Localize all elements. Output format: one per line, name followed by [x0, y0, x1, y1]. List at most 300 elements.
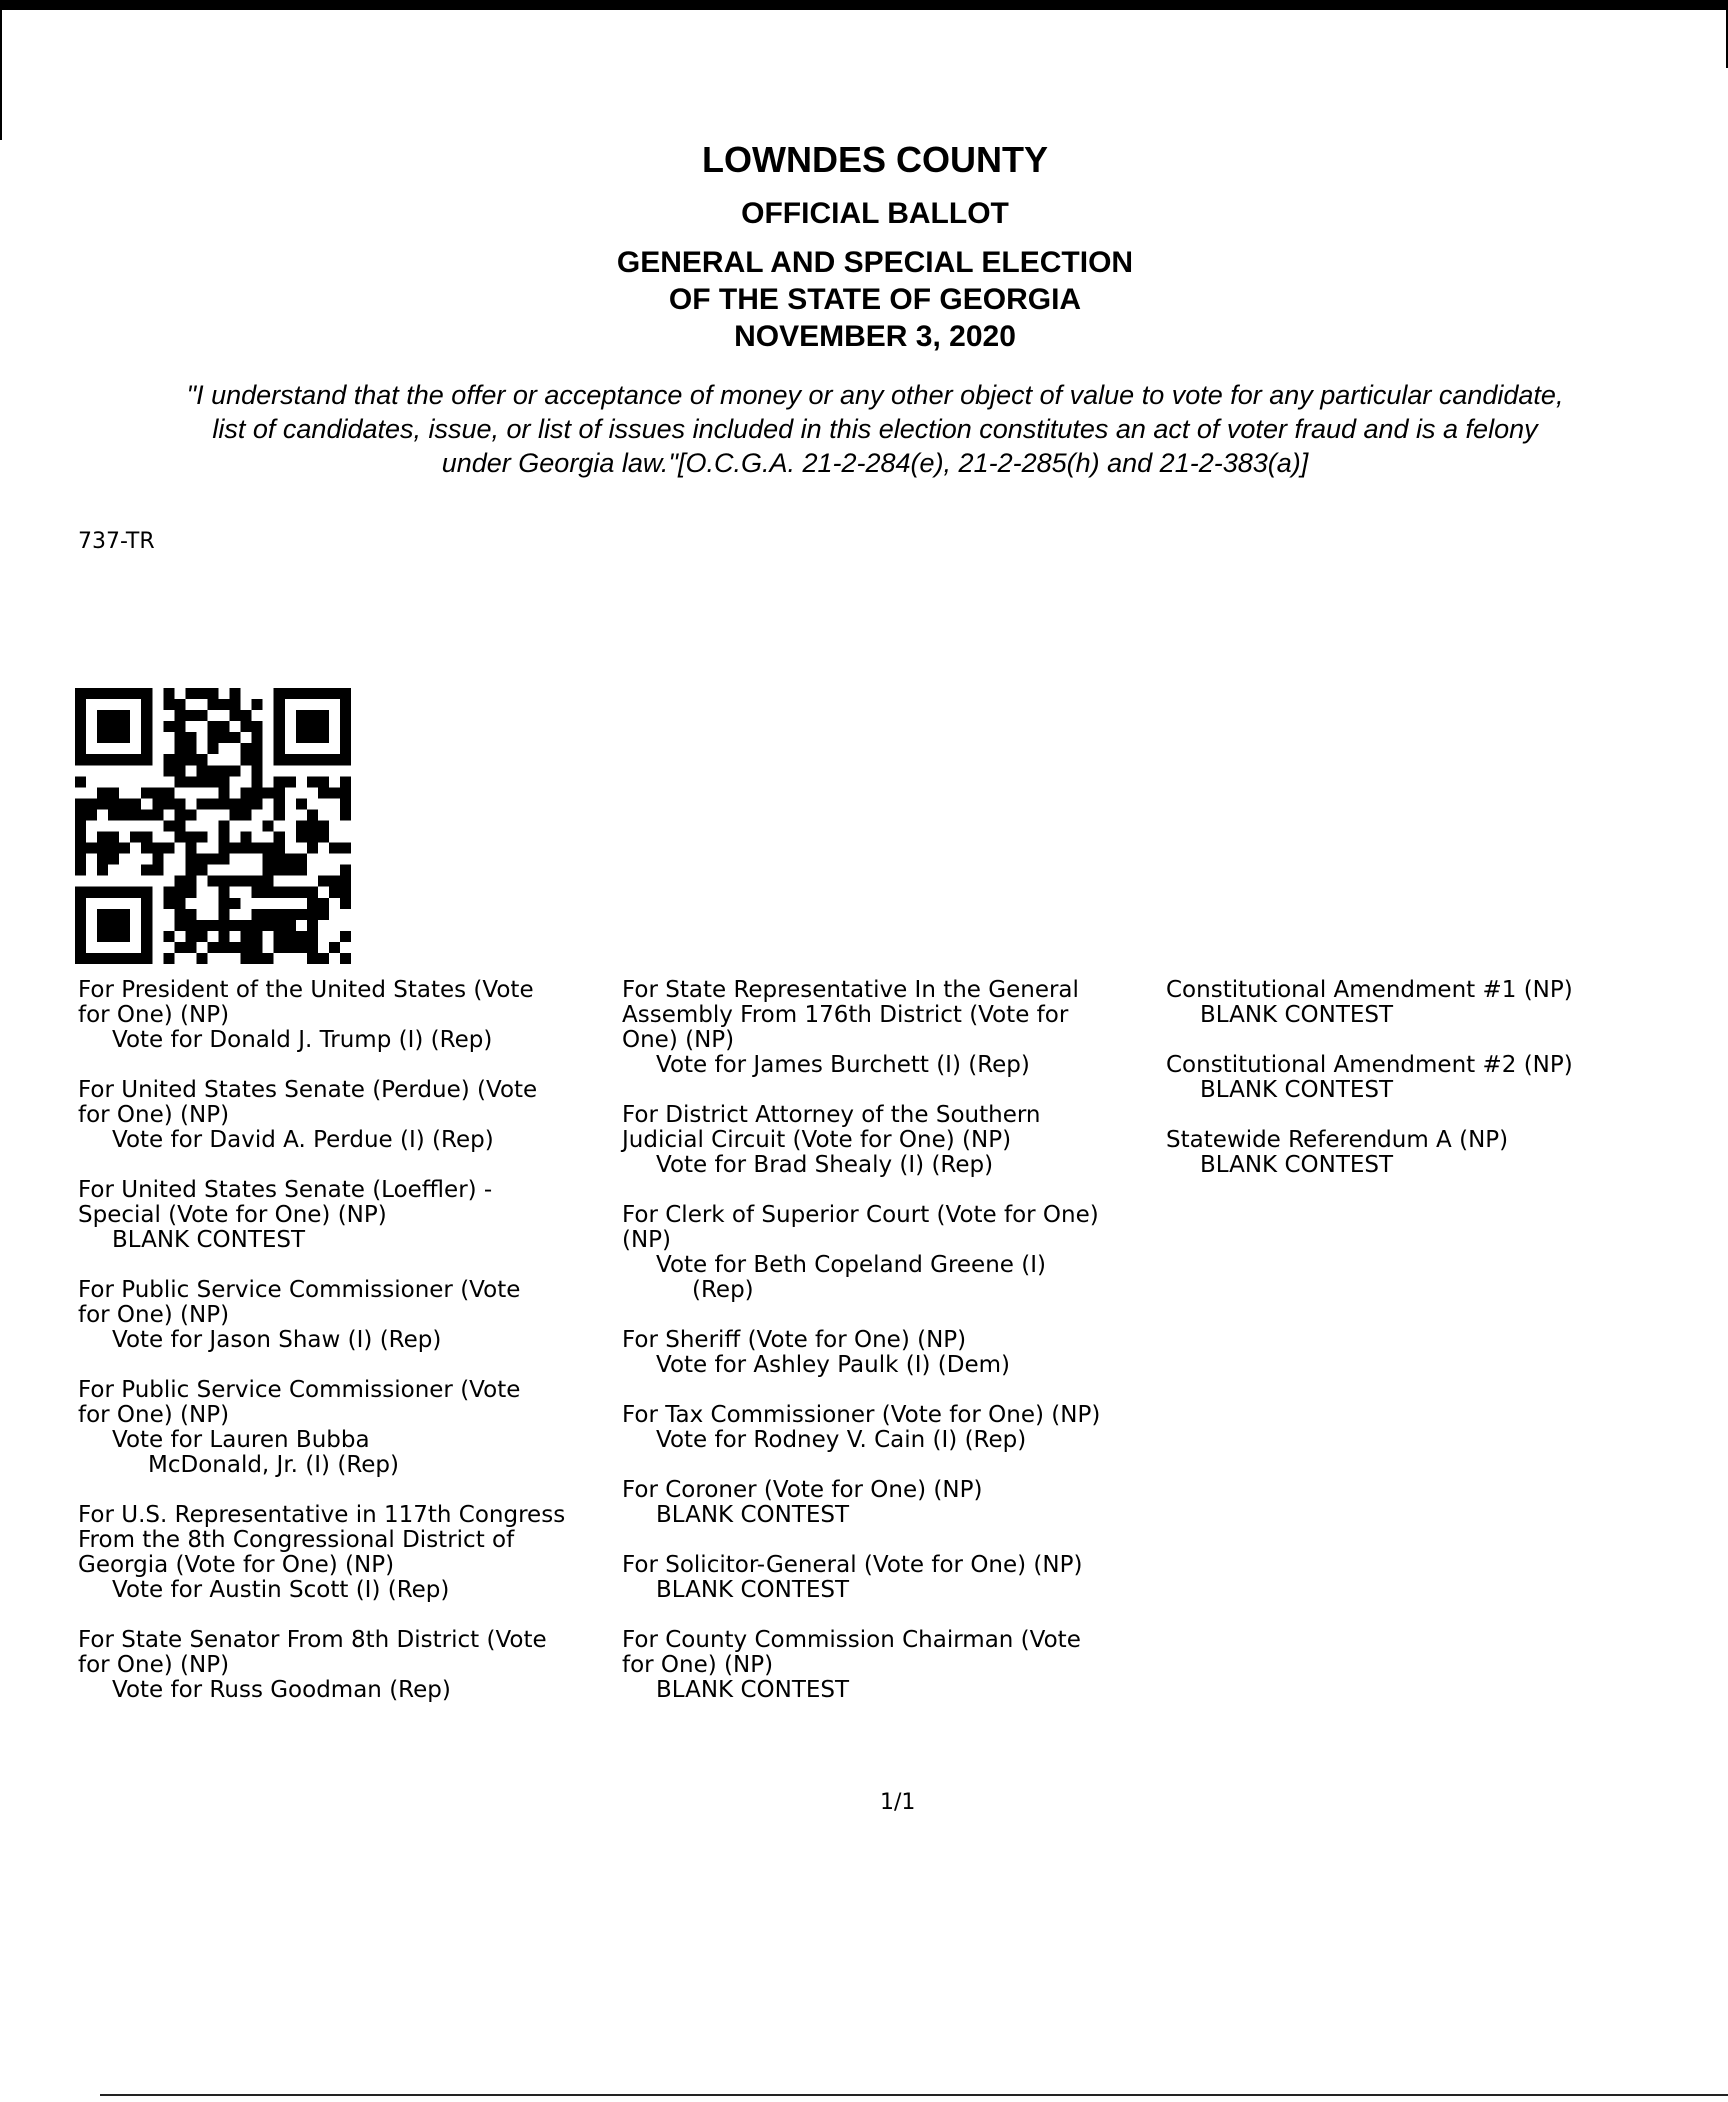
qr-module [340, 953, 351, 964]
qr-module [219, 820, 230, 831]
qr-module [174, 721, 185, 732]
qr-module [174, 699, 185, 710]
qr-module [296, 931, 307, 942]
qr-module [340, 787, 351, 798]
contest-selection: Vote for Jason Shaw (I) (Rep) [112, 1327, 442, 1353]
qr-module [97, 832, 108, 843]
qr-module [307, 942, 318, 953]
qr-module [86, 809, 97, 820]
qr-module [241, 754, 252, 765]
qr-module [340, 931, 351, 942]
qr-module [318, 898, 329, 909]
qr-module [75, 865, 86, 876]
qr-module [252, 798, 263, 809]
qr-module [207, 798, 218, 809]
qr-module [241, 787, 252, 798]
qr-module [163, 953, 174, 964]
oath-line-3: under Georgia law."[O.C.G.A. 21-2-284(e), 21-2-285(h) and 21-2-383(a)] [441, 448, 1309, 478]
qr-module [285, 887, 296, 898]
qr-module [318, 832, 329, 843]
qr-module [108, 843, 119, 854]
qr-module [296, 854, 307, 865]
qr-module [274, 865, 285, 876]
oath-line-1: "I understand that the offer or acceptance of money or any other object of value to vote for any particular candidate, [186, 380, 1564, 410]
qr-module [86, 798, 97, 809]
qr-module [130, 809, 141, 820]
qr-module [263, 909, 274, 920]
contest-sheriff [622, 1328, 1167, 1378]
contest-title-line: For U.S. Representative in 117th Congress [78, 1502, 566, 1528]
qr-module [241, 743, 252, 754]
qr-module [307, 920, 318, 931]
qr-module [130, 832, 141, 843]
qr-module [196, 765, 207, 776]
contest-selection: Vote for Rodney V. Cain (I) (Rep) [656, 1427, 1027, 1453]
qr-module [285, 909, 296, 920]
qr-module [174, 820, 185, 831]
qr-module [163, 787, 174, 798]
qr-finder-bottom-left [75, 887, 152, 964]
qr-module [152, 843, 163, 854]
qr-module [163, 688, 174, 699]
contest-selection [622, 1253, 1167, 1303]
contest-title-line: Constitutional Amendment #1 (NP) [1166, 977, 1573, 1003]
qr-module [141, 865, 152, 876]
qr-module [119, 843, 130, 854]
qr-module [185, 942, 196, 953]
qr-module [219, 909, 230, 920]
qr-module [163, 820, 174, 831]
contest-us-senate-loeffler [78, 1178, 623, 1253]
qr-module [274, 798, 285, 809]
qr-module [230, 798, 241, 809]
qr-module [296, 798, 307, 809]
qr-module [185, 710, 196, 721]
ballot-title: OFFICIAL BALLOT [741, 197, 1009, 230]
qr-module [241, 721, 252, 732]
contest-public-service-commissioner-2 [78, 1378, 623, 1478]
qr-module [318, 776, 329, 787]
qr-module [307, 820, 318, 831]
qr-module [174, 832, 185, 843]
contest-title-line: for One) (NP) [78, 1402, 230, 1428]
qr-module [307, 909, 318, 920]
qr-module [329, 787, 340, 798]
qr-module [340, 809, 351, 820]
qr-module [97, 798, 108, 809]
qr-module [219, 920, 230, 931]
qr-module [152, 865, 163, 876]
qr-module [196, 931, 207, 942]
qr-module [252, 876, 263, 887]
qr-module [230, 920, 241, 931]
contest-tax-commissioner [622, 1403, 1167, 1453]
qr-module [174, 798, 185, 809]
qr-module [174, 710, 185, 721]
qr-module [241, 798, 252, 809]
qr-module [274, 787, 285, 798]
qr-module [207, 699, 218, 710]
qr-module [329, 843, 340, 854]
qr-module [207, 876, 218, 887]
qr-module [185, 909, 196, 920]
qr-module [207, 854, 218, 865]
qr-module [219, 887, 230, 898]
qr-module [75, 798, 86, 809]
qr-module [108, 854, 119, 865]
qr-module [174, 887, 185, 898]
qr-module [274, 920, 285, 931]
qr-module [307, 931, 318, 942]
qr-module [130, 798, 141, 809]
qr-module [185, 887, 196, 898]
qr-module [108, 809, 119, 820]
qr-module [174, 732, 185, 743]
qr-module [174, 765, 185, 776]
qr-module [230, 699, 241, 710]
qr-module [307, 809, 318, 820]
qr-module [274, 809, 285, 820]
qr-module [263, 820, 274, 831]
qr-module [241, 710, 252, 721]
qr-module [307, 776, 318, 787]
contest-selection: Vote for David A. Perdue (I) (Rep) [112, 1127, 494, 1153]
contest-selection: Vote for Donald J. Trump (I) (Rep) [112, 1027, 493, 1053]
qr-module [340, 776, 351, 787]
qr-module [274, 931, 285, 942]
contest-title-line: For Public Service Commissioner (Vote [78, 1377, 521, 1403]
qr-module [108, 832, 119, 843]
qr-module [207, 942, 218, 953]
qr-module [219, 931, 230, 942]
qr-module [230, 876, 241, 887]
qr-module [97, 787, 108, 798]
contest-selection: BLANK CONTEST [656, 1502, 850, 1528]
qr-module [340, 876, 351, 887]
qr-module [230, 942, 241, 953]
contest-title-line: Constitutional Amendment #2 (NP) [1166, 1052, 1573, 1078]
qr-module [318, 909, 329, 920]
qr-module [163, 931, 174, 942]
contest-selection: Vote for Ashley Paulk (I) (Dem) [656, 1352, 1010, 1378]
qr-module [263, 865, 274, 876]
contest-public-service-commissioner-1 [78, 1278, 623, 1353]
qr-module [230, 688, 241, 699]
contest-selection: BLANK CONTEST [112, 1227, 306, 1253]
qr-module [108, 798, 119, 809]
contest-title-line: For United States Senate (Loeffler) - [78, 1177, 493, 1203]
qr-module [185, 931, 196, 942]
qr-module [97, 843, 108, 854]
qr-module [230, 732, 241, 743]
contest-solicitor-general [622, 1553, 1167, 1603]
qr-module [241, 942, 252, 953]
qr-module [329, 887, 340, 898]
qr-module [207, 688, 218, 699]
contest-column-2 [622, 978, 1167, 1728]
qr-module [174, 754, 185, 765]
election-line-1: GENERAL AND SPECIAL ELECTION [616, 246, 1134, 279]
qr-module [230, 710, 241, 721]
qr-module [241, 953, 252, 964]
qr-module [185, 776, 196, 787]
contest-title-line: for One) (NP) [622, 1652, 774, 1678]
contest-title-line: For County Commission Chairman (Vote [622, 1627, 1081, 1653]
qr-code [75, 688, 351, 964]
qr-module [174, 942, 185, 953]
qr-module [252, 920, 263, 931]
contest-coroner [622, 1478, 1167, 1528]
selection-line-continued: McDonald, Jr. (I) (Rep) [148, 1452, 399, 1478]
scan-border-left [0, 0, 2, 140]
qr-module [219, 843, 230, 854]
qr-module [252, 776, 263, 787]
qr-module [340, 887, 351, 898]
qr-module [75, 832, 86, 843]
qr-module [207, 732, 218, 743]
qr-module [152, 787, 163, 798]
qr-module [196, 854, 207, 865]
qr-module [174, 876, 185, 887]
contest-title-line: (NP) [622, 1227, 672, 1253]
qr-module [163, 754, 174, 765]
page-number: 1/1 [880, 1790, 916, 1815]
qr-module [163, 721, 174, 732]
qr-module [219, 721, 230, 732]
qr-module [219, 898, 230, 909]
qr-module [185, 854, 196, 865]
contest-selection: BLANK CONTEST [656, 1577, 850, 1603]
qr-module [163, 798, 174, 809]
qr-module [207, 721, 218, 732]
qr-module [196, 865, 207, 876]
qr-module [296, 942, 307, 953]
qr-module [252, 931, 263, 942]
qr-module [141, 832, 152, 843]
qr-module [75, 843, 86, 854]
qr-module [163, 843, 174, 854]
qr-module [219, 942, 230, 953]
election-line-2: OF THE STATE OF GEORGIA [668, 283, 1082, 316]
scan-border-bottom [100, 2094, 1728, 2096]
qr-module [75, 809, 86, 820]
contest-president [78, 978, 623, 1053]
contest-title-line: Statewide Referendum A (NP) [1166, 1127, 1509, 1153]
qr-module [296, 865, 307, 876]
qr-module [340, 898, 351, 909]
qr-module [163, 887, 174, 898]
qr-module [141, 787, 152, 798]
qr-module [196, 832, 207, 843]
qr-module [230, 898, 241, 909]
contest-selection: Vote for Austin Scott (I) (Rep) [112, 1577, 450, 1603]
contest-title-line: for One) (NP) [78, 1002, 230, 1028]
contest-state-representative [622, 978, 1167, 1078]
qr-module [185, 876, 196, 887]
qr-module [252, 765, 263, 776]
qr-module [285, 854, 296, 865]
contest-title-line: For President of the United States (Vote [78, 977, 534, 1003]
contest-title-line: For Tax Commissioner (Vote for One) (NP) [622, 1402, 1101, 1428]
qr-module [307, 887, 318, 898]
qr-module [196, 798, 207, 809]
qr-module [97, 854, 108, 865]
qr-module [174, 920, 185, 931]
qr-module [185, 865, 196, 876]
contest-us-representative [78, 1503, 623, 1603]
qr-module [274, 776, 285, 787]
qr-module [340, 865, 351, 876]
qr-module [241, 843, 252, 854]
qr-module [219, 876, 230, 887]
contest-clerk-superior-court [622, 1203, 1167, 1303]
qr-module [296, 909, 307, 920]
qr-module [75, 776, 86, 787]
qr-module [97, 865, 108, 876]
oath-line-2: list of candidates, issue, or list of issues included in this election constitutes an act of voter fraud and is a felony [212, 414, 1538, 444]
qr-module [219, 765, 230, 776]
contest-selection: Vote for James Burchett (I) (Rep) [656, 1052, 1030, 1078]
qr-module [207, 765, 218, 776]
qr-module [263, 876, 274, 887]
contest-title-line: Georgia (Vote for One) (NP) [78, 1552, 395, 1578]
qr-module [219, 854, 230, 865]
qr-module [174, 776, 185, 787]
qr-module [252, 953, 263, 964]
qr-module [207, 920, 218, 931]
qr-module [196, 953, 207, 964]
qr-module [285, 942, 296, 953]
qr-module [219, 798, 230, 809]
qr-module [241, 920, 252, 931]
qr-module [152, 854, 163, 865]
qr-finder-top-right [274, 688, 351, 765]
contest-state-senator [78, 1628, 623, 1703]
qr-module [252, 887, 263, 898]
qr-module [108, 787, 119, 798]
qr-module [141, 809, 152, 820]
qr-module [86, 843, 97, 854]
qr-finder-top-left [75, 688, 152, 765]
qr-module [75, 820, 86, 831]
contest-title-line: From the 8th Congressional District of [78, 1527, 515, 1553]
qr-module [263, 887, 274, 898]
ballot-code: 737-TR [78, 529, 155, 554]
contest-title-line: For Solicitor-General (Vote for One) (NP) [622, 1552, 1083, 1578]
qr-module [274, 942, 285, 953]
qr-module [274, 854, 285, 865]
election-date: NOVEMBER 3, 2020 [734, 320, 1016, 353]
qr-module [230, 809, 241, 820]
contest-title-line: Special (Vote for One) (NP) [78, 1202, 387, 1228]
contest-column-3 [1166, 978, 1716, 1203]
qr-module [263, 843, 274, 854]
contest-county-commission-chairman [622, 1628, 1167, 1703]
qr-module [219, 699, 230, 710]
qr-module [185, 832, 196, 843]
qr-module [219, 832, 230, 843]
contest-title-line: Assembly From 176th District (Vote for [622, 1002, 1069, 1028]
qr-module [285, 931, 296, 942]
qr-module [274, 887, 285, 898]
contest-title-line: for One) (NP) [78, 1652, 230, 1678]
qr-module [296, 820, 307, 831]
qr-module [196, 920, 207, 931]
qr-module [219, 732, 230, 743]
qr-module [318, 820, 329, 831]
contest-title-line: One) (NP) [622, 1027, 735, 1053]
qr-module [329, 942, 340, 953]
contest-title-line: For Clerk of Superior Court (Vote for One) [622, 1202, 1099, 1228]
contest-title-line: For United States Senate (Perdue) (Vote [78, 1077, 538, 1103]
qr-module [296, 832, 307, 843]
qr-module [307, 898, 318, 909]
contest-title-line: for One) (NP) [78, 1102, 230, 1128]
qr-module [285, 865, 296, 876]
qr-module [75, 854, 86, 865]
qr-module [252, 843, 263, 854]
contest-selection: BLANK CONTEST [1200, 1077, 1394, 1103]
qr-module [252, 942, 263, 953]
selection-line: Vote for Lauren Bubba [112, 1427, 370, 1453]
qr-module [185, 809, 196, 820]
contest-selection: Vote for Russ Goodman (Rep) [112, 1677, 451, 1703]
qr-module [241, 876, 252, 887]
qr-module [318, 876, 329, 887]
county-title: LOWNDES COUNTY [702, 139, 1048, 180]
qr-module [174, 909, 185, 920]
qr-module [219, 776, 230, 787]
qr-module [207, 776, 218, 787]
contest-selection: BLANK CONTEST [656, 1677, 850, 1703]
scan-border-top [0, 0, 1728, 10]
contest-selection: BLANK CONTEST [1200, 1002, 1394, 1028]
qr-module [207, 743, 218, 754]
contest-amendment-2 [1166, 1053, 1716, 1103]
qr-module [174, 898, 185, 909]
qr-module [152, 809, 163, 820]
qr-module [340, 798, 351, 809]
oath-statement [70, 378, 1680, 480]
qr-module [119, 809, 130, 820]
qr-module [296, 887, 307, 898]
qr-module [230, 843, 241, 854]
qr-module [185, 920, 196, 931]
qr-module [285, 920, 296, 931]
qr-module [152, 798, 163, 809]
qr-module [196, 776, 207, 787]
qr-module [307, 832, 318, 843]
contest-amendment-1 [1166, 978, 1716, 1028]
qr-module [185, 754, 196, 765]
contest-title-line: For Coroner (Vote for One) (NP) [622, 1477, 983, 1503]
qr-module [174, 743, 185, 754]
qr-module [274, 843, 285, 854]
qr-module [241, 832, 252, 843]
qr-module [185, 743, 196, 754]
qr-module [252, 743, 263, 754]
contest-selection [78, 1428, 623, 1478]
qr-module [285, 776, 296, 787]
qr-module [230, 765, 241, 776]
qr-module [196, 688, 207, 699]
selection-line: Vote for Beth Copeland Greene (I) [656, 1252, 1046, 1278]
qr-module [185, 688, 196, 699]
qr-module [163, 898, 174, 909]
contest-title-line: For Sheriff (Vote for One) (NP) [622, 1327, 967, 1353]
qr-module [174, 809, 185, 820]
qr-module [274, 832, 285, 843]
